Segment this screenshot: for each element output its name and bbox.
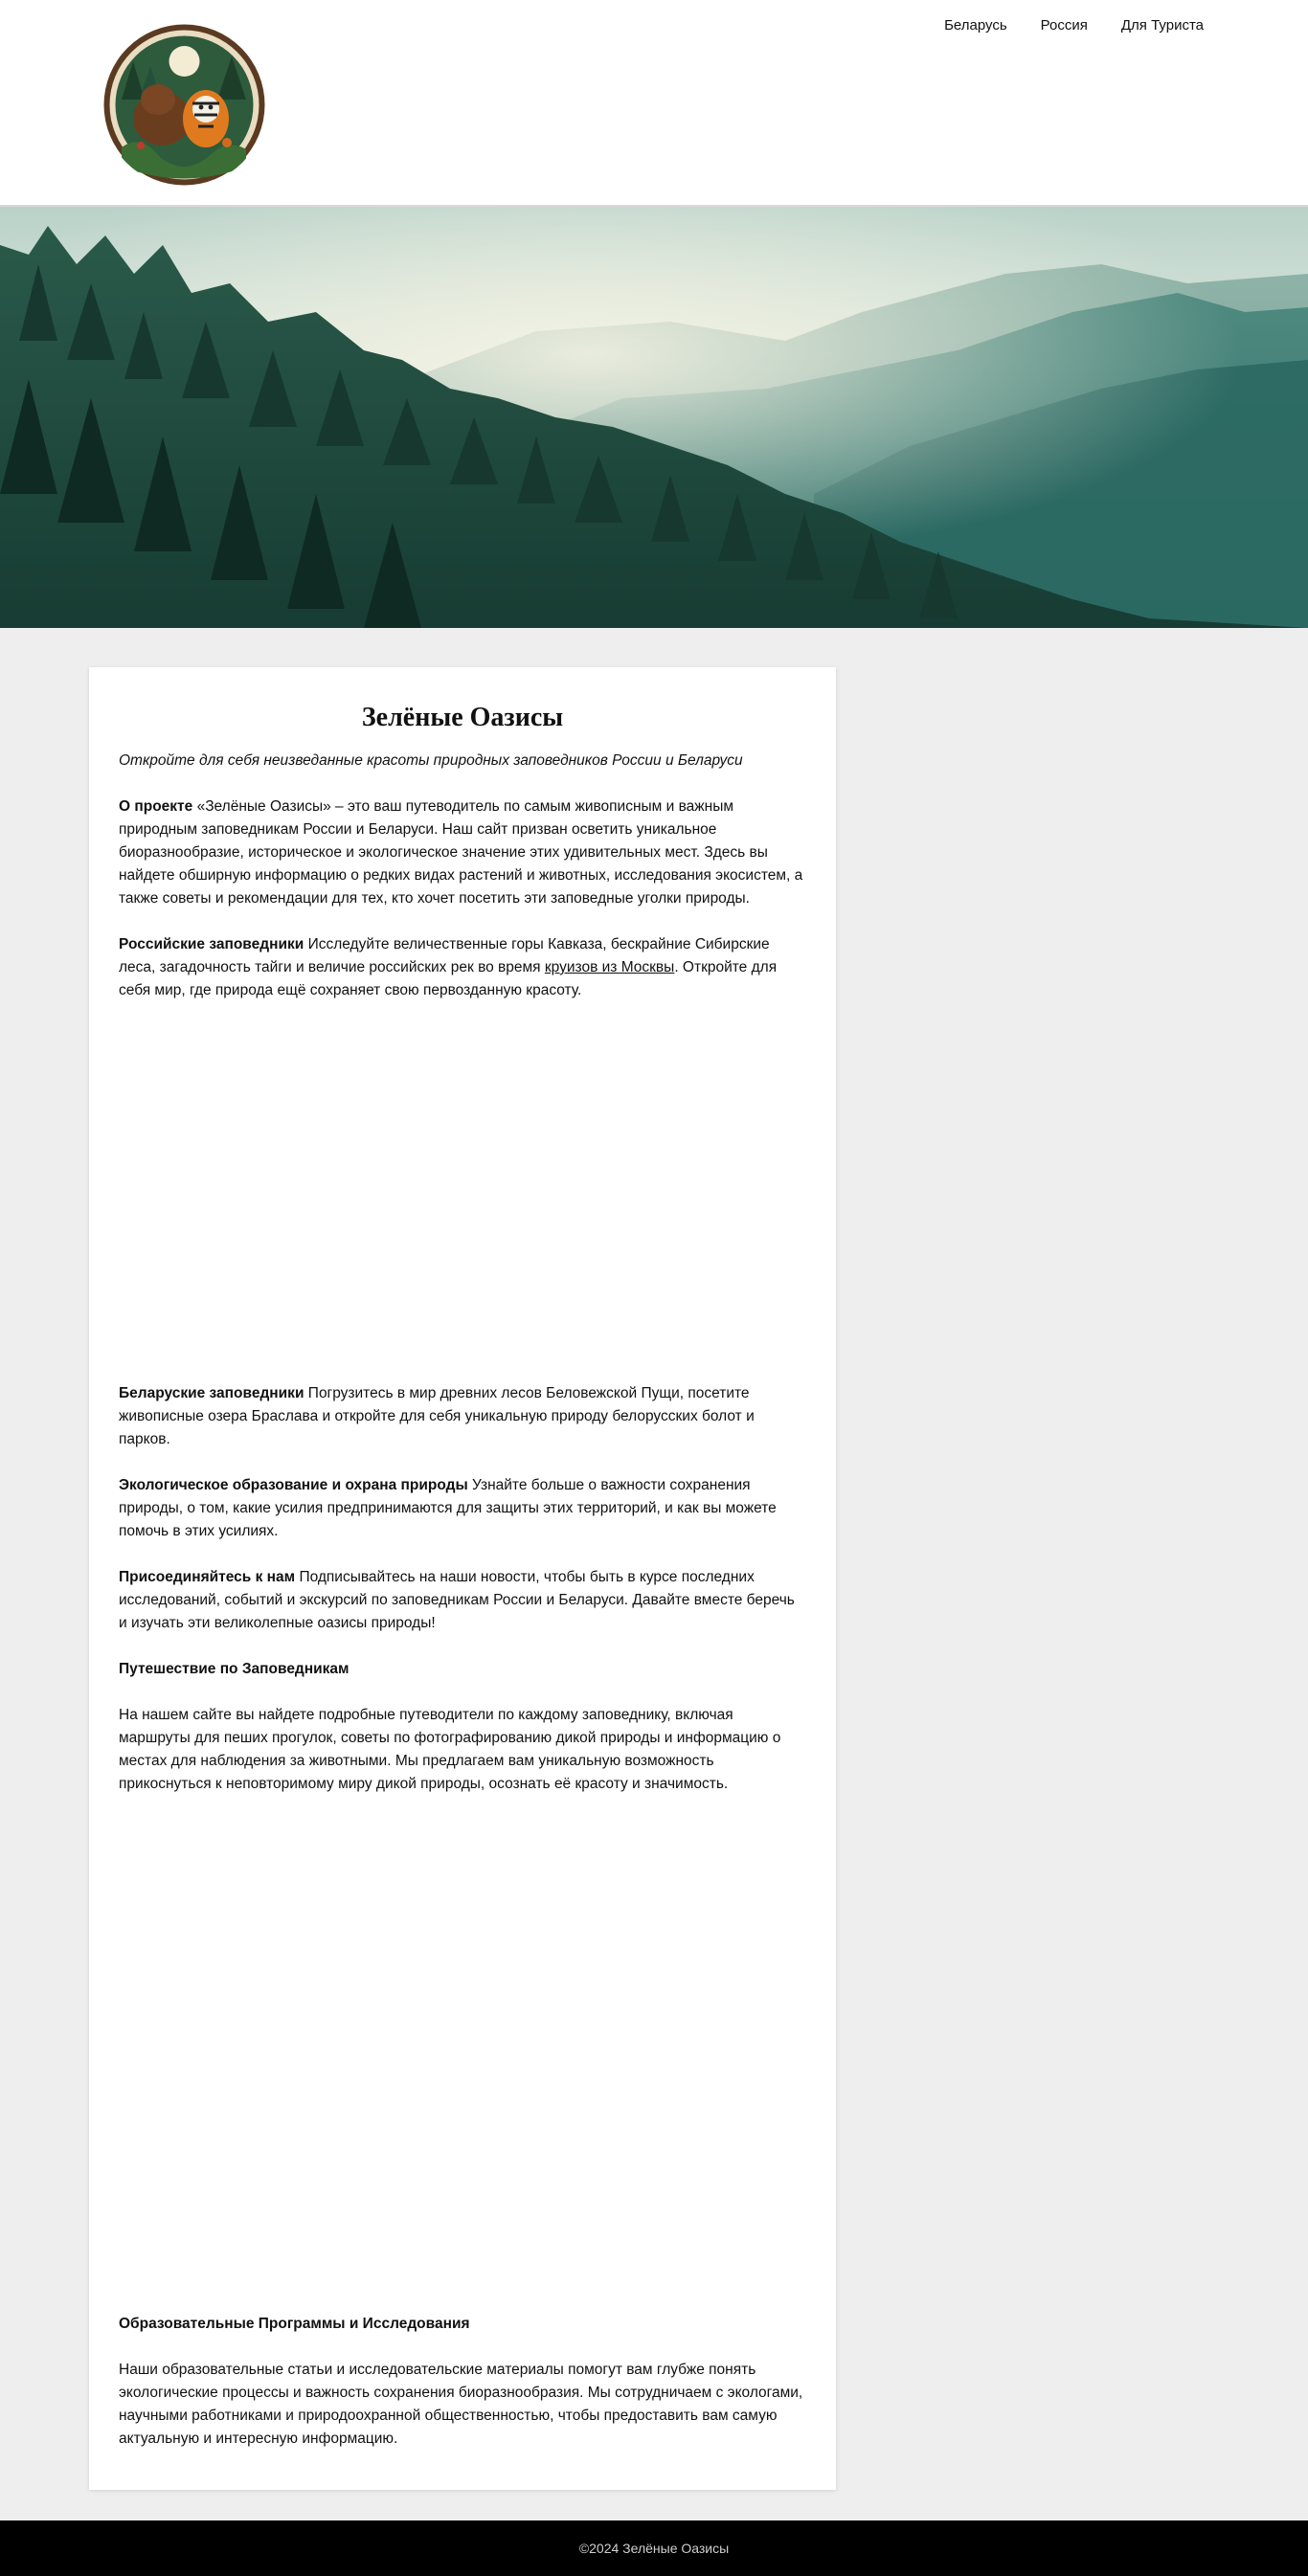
travel-paragraph: На нашем сайте вы найдете подробные путеводители по каждому заповеднику, включая маршруты для пеших прогулок, советы по фотографированию дикой природы и информацию о местах для наблюдения за животными. Мы предлагаем вам уникальную возможность прикоснуться к неповторимому миру дикой природы, осознать её красоту и значимость. [119,1707,781,1792]
join-heading: Присоединяйтесь к нам [119,1569,296,1585]
programs-heading: Образовательные Программы и Исследования [119,2316,470,2332]
moscow-cruises-link[interactable]: круизов из Москвы [544,959,675,975]
empty-ad-space [119,1002,806,1359]
russia-text: Исследуйте величественные горы Кавказа, бескрайние Сибирские леса, загадочность тайги и величие российских рек во время [119,936,770,975]
site-header [0,0,1308,207]
russia-paragraph [119,933,806,1002]
main-content-card [89,667,836,2490]
about-heading: О проекте [119,798,193,815]
join-paragraph [119,1566,806,1635]
about-paragraph [119,795,806,910]
nav-item-russia[interactable]: Россия [1040,17,1088,34]
empty-ad-space-2 [119,1796,806,2290]
forest-mountains-image [0,207,1308,628]
belarus-text: Погрузитесь в мир древних лесов Беловежской Пущи, посетите живописные озера Браслава и откройте для себя уникальную природу белорусских болот и парков. [119,1385,755,1447]
programs-paragraph: Наши образовательные статьи и исследовательские материалы помогут вам глубже понять экологические процессы и важность сохранения биоразнообразия. Мы сотрудничаем с экологами, научными работниками и природоохранной общественностью, чтобы предоставить вам самую актуальную и интересную информацию. [119,2362,803,2447]
site-tagline: Откройте для себя неизведанные красоты природных заповедников России и Беларуси [119,752,743,769]
education-paragraph [119,1474,806,1543]
logo-emblem-icon [102,23,266,187]
site-logo[interactable] [102,23,266,187]
russia-text-end: . Откройте для себя мир, где природа ещё сохраняет свою первозданную красоту. [119,959,778,998]
nav-item-tourist[interactable]: Для Туриста [1120,17,1204,34]
education-text: Узнайте больше о важности сохранения природы, о том, какие усилия предпринимаются для защиты этих территорий, и как вы можете помочь в этих усилиях. [119,1477,777,1539]
travel-heading: Путешествие по Заповедникам [119,1661,350,1677]
belarus-heading: Беларуские заповедники [119,1385,304,1401]
belarus-paragraph [119,1382,806,1451]
main-nav [944,17,1204,34]
site-footer [0,2520,1308,2576]
join-text: Подписывайтесь на наши новости, чтобы быть в курсе последних исследований, событий и экскурсий по заповедникам России и Беларуси. Давайте вместе беречь и изучать эти великолепные оазисы природы! [119,1569,795,1631]
page-title: Зелёные Оазисы [361,703,564,732]
russia-heading: Российские заповедники [119,936,304,952]
copyright-text: ©2024 Зелёные Оазисы [578,2541,730,2556]
about-text: «Зелёные Оазисы» – это ваш путеводитель по самым живописным и важным природным заповедникам России и Беларуси. Наш сайт призван осветить уникальное биоразнообразие, историческое и экологическое значение этих удивительных мест. Здесь вы найдете обширную информацию о редких видах растений и животных, исследования экосистем, а также советы и рекомендации для тех, кто хочет посетить эти заповедные уголки природы. [119,798,803,907]
hero-banner [0,207,1308,628]
education-heading: Экологическое образование и охрана природы [119,1477,468,1493]
nav-item-belarus[interactable]: Беларусь [944,17,1007,34]
